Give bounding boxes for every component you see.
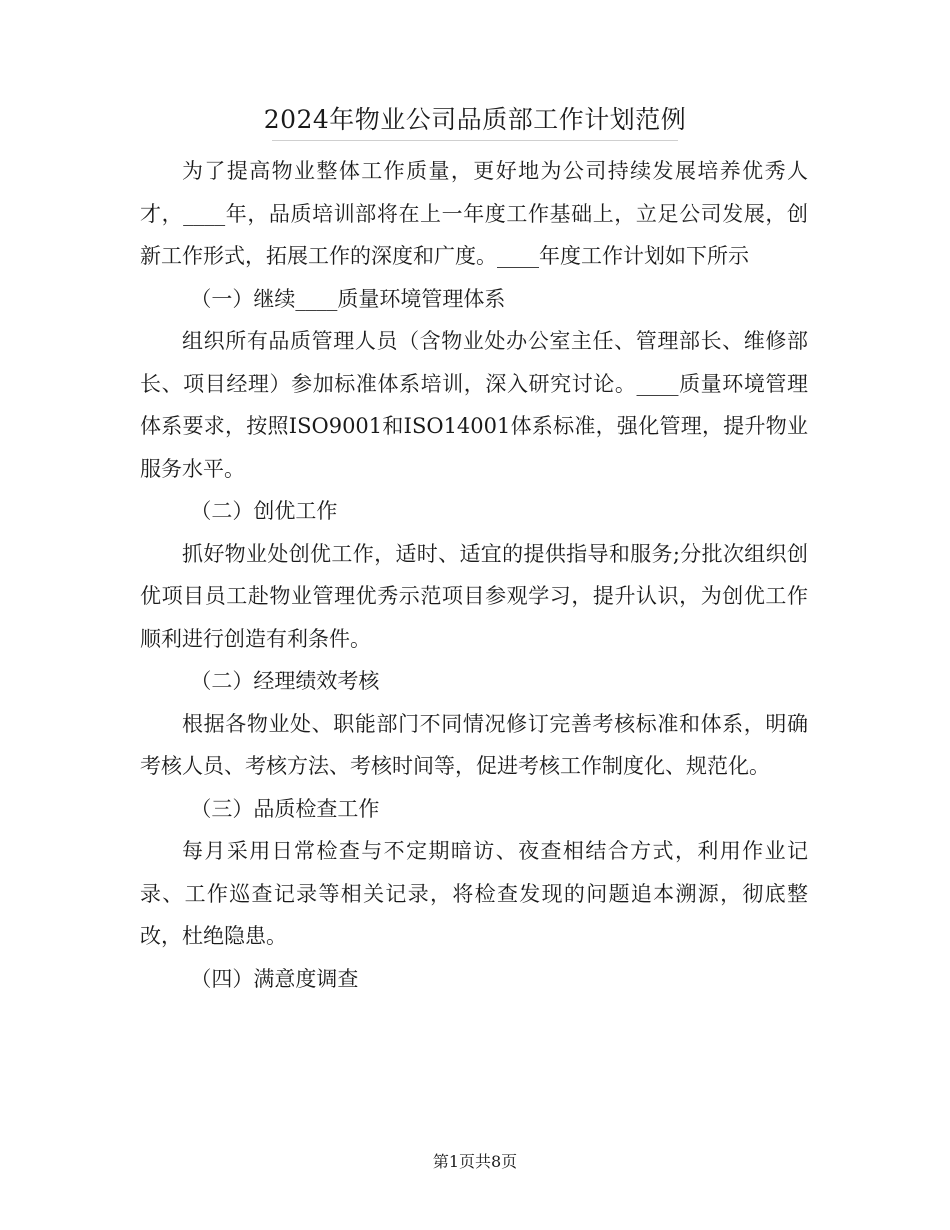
section-heading-2: （二）创优工作 (190, 499, 338, 523)
intro-paragraph: 为了提高物业整体工作质量，更好地为公司持续发展培养优秀人才，____年，品质培训部将在上一年度工作基础上，立足公司发展，创新工作形式，拓展工作的深度和广度。____年度工作计划如下所示 (140, 159, 808, 268)
section-paragraph-4: 每月采用日常检查与不定期暗访、夜查相结合方式，利用作业记录、工作巡查记录等相关记录，将检查发现的问题追本溯源，彻底整改，杜绝隐患。 (140, 839, 808, 948)
section-heading-4: （三）品质检查工作 (190, 796, 380, 821)
section-paragraph-3: 根据各物业处、职能部门不同情况修订完善考核标准和体系，明确考核人员、考核方法、考核时间等，促进考核工作制度化、规范化。 (140, 711, 808, 778)
page-number: 第1页共8页 (432, 1152, 518, 1171)
document-body (140, 150, 808, 1000)
section-heading-5: （四）满意度调查 (190, 966, 359, 991)
section-paragraph-1: 组织所有品质管理人员（含物业处办公室主任、管理部长、维修部长、项目经理）参加标准体系培训，深入研究讨论。____质量环境管理体系要求，按照ISO9001和ISO14001体系标准，强化管理，提升物业服务水平。 (140, 329, 808, 481)
section-heading-1: （一）继续____质量环境管理体系 (190, 286, 506, 311)
section-heading-3: （二）经理绩效考核 (190, 669, 380, 693)
document-title: 2024年物业公司品质部工作计划范例 (263, 105, 687, 134)
section-paragraph-2: 抓好物业处创优工作，适时、适宜的提供指导和服务;分批次组织创优项目员工赴物业管理优秀示范项目参观学习，提升认识，为创优工作顺利进行创造有利条件。 (140, 541, 808, 651)
title-underline (272, 140, 678, 141)
